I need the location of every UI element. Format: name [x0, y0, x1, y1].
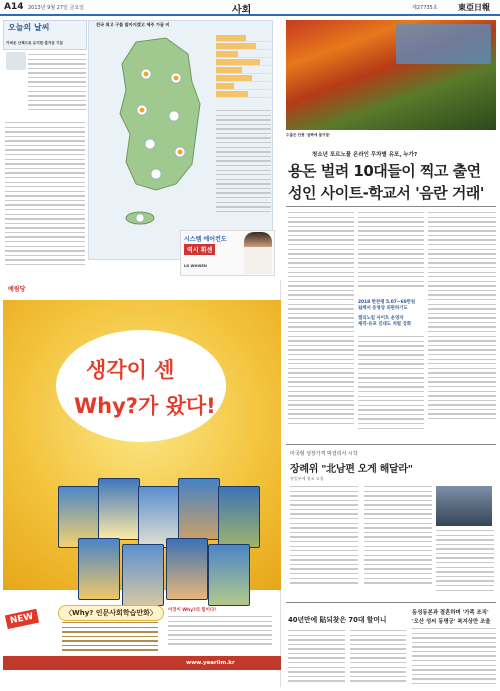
article-body-col3: [428, 212, 496, 440]
mid-article-headline: 장례위 "北남편 오게 해달라": [290, 464, 413, 475]
map-legend-text: [216, 110, 271, 220]
series-title-label: 〈Why? 인문사회학습만화〉: [58, 605, 164, 621]
newspaper-logo: 東亞日報: [458, 2, 490, 12]
article-body-col2: [358, 212, 424, 294]
mid-article-body-right: [436, 530, 494, 596]
ad-feature-list: [168, 616, 272, 650]
book-cover: [208, 544, 250, 606]
regional-forecast-table: [216, 34, 271, 98]
book-cover: [178, 478, 220, 540]
book-cover: [98, 478, 140, 540]
weather-cartoon-icon: [6, 52, 26, 70]
mid-article-body: [290, 486, 432, 596]
article-body-col1: [288, 212, 354, 440]
ad-description-text: [62, 622, 158, 656]
bottom-article-1-body: [288, 630, 406, 688]
mid-article-kicker: 미국형 성장가격 막걸리서 시작: [290, 451, 358, 457]
new-badge: NEW: [5, 609, 39, 629]
bottom-article-2-body: [412, 628, 496, 688]
aircon-ad-brand: LG WHISEN: [184, 264, 207, 268]
aircon-ad-line1: 시스템 에어컨도: [184, 236, 227, 243]
book-cover: [78, 538, 120, 600]
issue-date: 2013년 9월 27일 금요일: [28, 5, 85, 11]
headline-line-2: 성인 사이트-학교서 '음란 거래': [288, 184, 484, 202]
weather-column-text: [28, 54, 86, 114]
section-title: 사회: [232, 5, 252, 16]
autumn-leaves-photo: [286, 20, 496, 130]
photo-caption: 수줍은 단풍 '살짝에 물아들': [286, 133, 331, 137]
bottom-article-2-headline-2: '오산 성씨 동명궁' 복지상만 조울: [412, 619, 491, 625]
ad-slogan-line1: 생각이 센: [86, 358, 175, 382]
publisher-url[interactable]: www.yearlim.kr: [186, 660, 235, 666]
page-number: A14: [4, 2, 24, 12]
bottom-article-1-headline: 40년만에 貼되찾은 70대 할머니: [288, 616, 387, 624]
publisher-logo: 예림당: [8, 286, 26, 293]
ad-slogan-line2: Why?가 왔다!: [74, 394, 216, 418]
ad-speech-bubble: [56, 330, 226, 442]
weather-title: 오늘의 날씨: [8, 22, 50, 32]
korea-map: [96, 34, 216, 234]
article-sidebar: 2018 한찬평 5.07~60만원 쉽케서 동영상 외판하기도 캘리노킬 사이트 운영자 제작-유포 인대도 처벌 강화: [358, 300, 416, 327]
series-tagline: 이것이 Why?의 힘이다!: [168, 608, 217, 613]
book-cover: [166, 538, 208, 600]
divider: [286, 602, 496, 603]
weather-map-title: 전국 최고 구름 많아지겠고 제주 가끔 비: [96, 22, 170, 27]
divider: [286, 206, 496, 207]
article-body-col2b: [358, 336, 424, 440]
weather-subtitle: 가벼운 산책으로 유지한 즐거운 기분: [6, 41, 64, 45]
headline-line-1: 용돈 벌려 10대들이 찍고 출연: [288, 162, 481, 180]
page-header: [0, 0, 500, 16]
book-cover: [218, 486, 260, 548]
url-banner: [3, 656, 281, 670]
book-cover: [122, 544, 164, 606]
bottom-article-2-headline-1: 동성동본과 결혼하며 '가족 조직': [412, 610, 489, 616]
divider: [286, 444, 496, 445]
aircon-ad-line2: 역시 휘센: [184, 244, 215, 255]
weather-data-table: [5, 122, 85, 272]
mid-article-photo: [436, 486, 492, 526]
edition-number: 제27735호: [412, 5, 438, 11]
article-kicker: 청소년 포르노물 온라인 무차별 유포, 누가?: [312, 152, 418, 158]
mid-article-subhead: 통일부에 협조 요청: [290, 476, 324, 481]
ad-model-image: [244, 232, 272, 274]
